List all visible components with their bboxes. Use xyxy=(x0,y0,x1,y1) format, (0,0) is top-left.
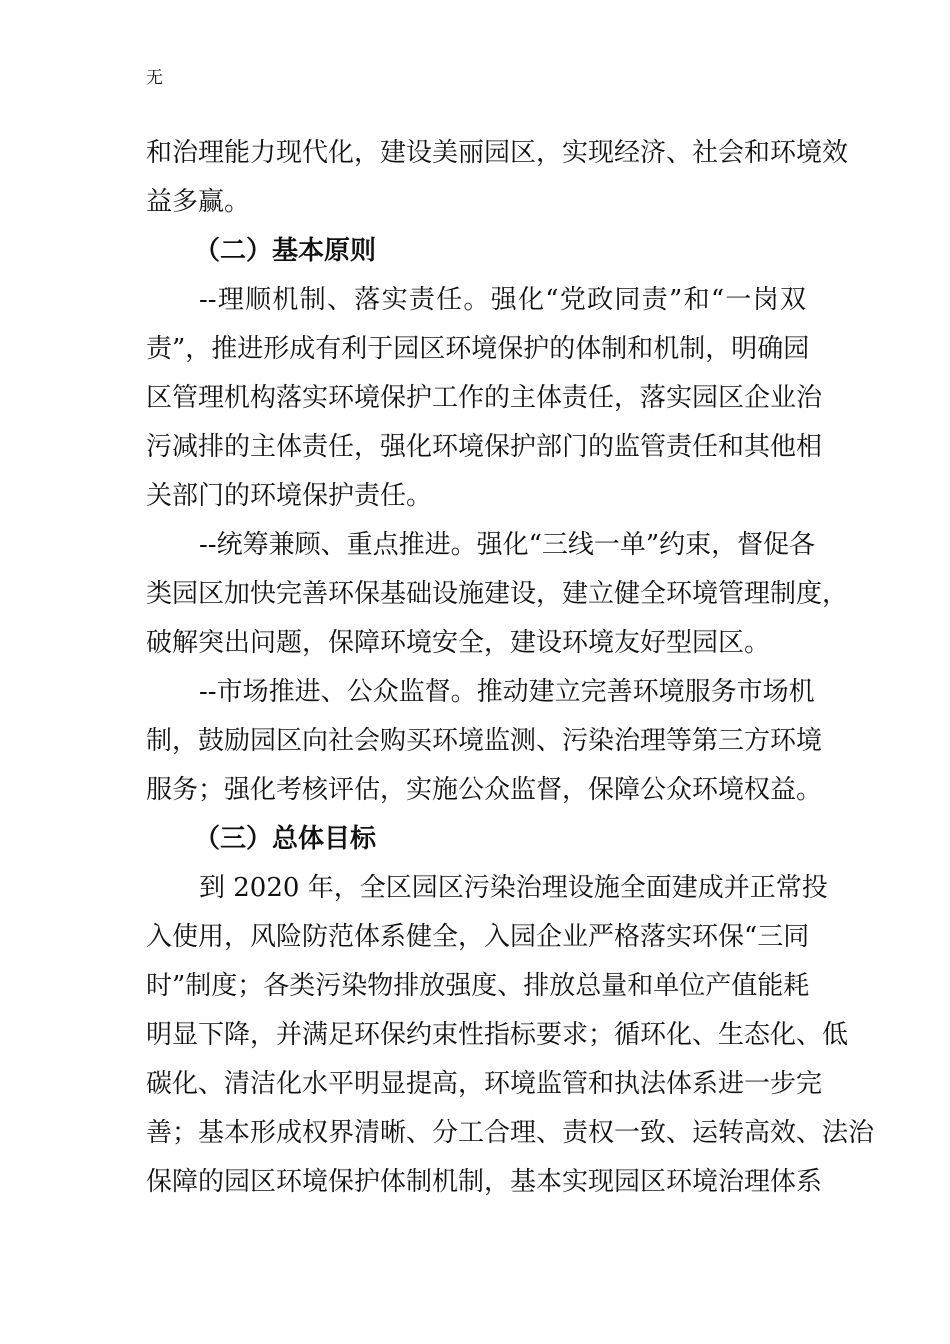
body-line: 保障的园区环境保护体制机制，基本实现园区环境治理体系 xyxy=(146,1167,823,1197)
header-mark: 无 xyxy=(146,68,163,88)
body-line: 碳化、清洁化水平明显提高，环境监管和执法体系进一步完 xyxy=(146,1069,823,1099)
body-line: --理顺机制、落实责任。强化“党政同责”和“一岗双 xyxy=(199,285,806,315)
section-heading: （二）基本原则 xyxy=(194,236,377,266)
body-line: 区管理机构落实环境保护工作的主体责任，落实园区企业治 xyxy=(146,383,823,413)
body-line: --统筹兼顾、重点推进。强化“三线一单”约束，督促各 xyxy=(199,530,816,560)
body-line: 服务；强化考核评估，实施公众监督，保障公众环境权益。 xyxy=(146,775,823,805)
body-line: 关部门的环境保护责任。 xyxy=(146,481,433,511)
body-line: 和治理能力现代化，建设美丽园区，实现经济、社会和环境效 xyxy=(146,138,849,168)
body-line: --市场推进、公众监督。推动建立完善环境服务市场机 xyxy=(199,677,815,707)
body-line: 污减排的主体责任，强化环境保护部门的监管责任和其他相 xyxy=(146,432,823,462)
body-line: 善；基本形成权界清晰、分工合理、责权一致、运转高效、法治 xyxy=(146,1118,875,1148)
body-line: 类园区加快完善环保基础设施建设，建立健全环境管理制度， xyxy=(146,579,849,609)
body-line: 时”制度；各类污染物排放强度、排放总量和单位产值能耗 xyxy=(146,971,810,1001)
body-line: 责”，推进形成有利于园区环境保护的体制和机制，明确园 xyxy=(146,334,810,364)
body-line: 益多赢。 xyxy=(146,187,251,217)
body-line: 明显下降，并满足环保约束性指标要求；循环化、生态化、低 xyxy=(146,1020,849,1050)
body-line: 制，鼓励园区向社会购买环境监测、污染治理等第三方环境 xyxy=(146,726,823,756)
body-line: 到 2020 年，全区园区污染治理设施全面建成并正常投 xyxy=(199,873,828,903)
section-heading: （三）总体目标 xyxy=(194,824,377,854)
body-line: 破解突出问题，保障环境安全，建设环境友好型园区。 xyxy=(146,628,771,658)
body-line: 入使用，风险防范体系健全，入园企业严格落实环保“三同 xyxy=(146,922,810,952)
